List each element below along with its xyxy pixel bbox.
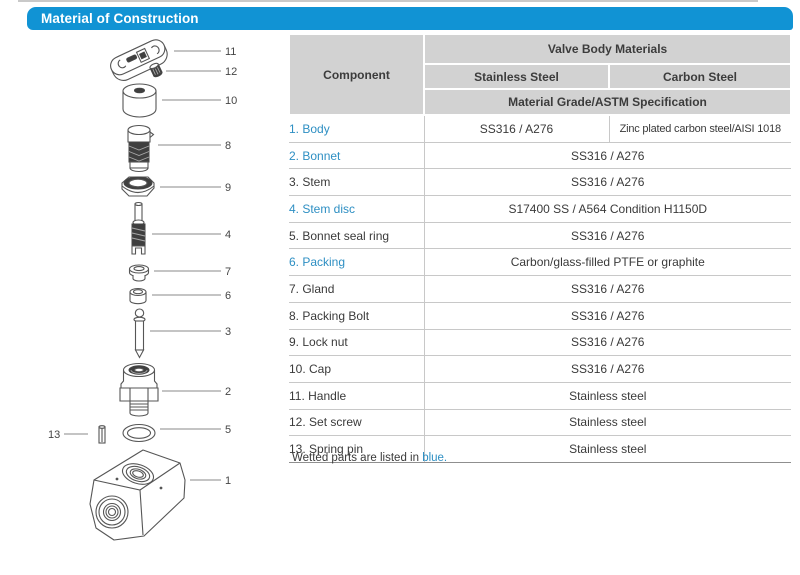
value-cell: SS316 / A276 <box>424 356 791 383</box>
value-cell: Stainless steel <box>424 436 791 463</box>
table-row <box>289 196 791 223</box>
component-cell: 8. Packing Bolt <box>289 302 424 329</box>
table-row <box>289 409 791 436</box>
section-title-bar <box>27 7 793 30</box>
callout-8: 8 <box>225 140 232 152</box>
header-carbon-steel: Carbon Steel <box>609 64 791 89</box>
footnote <box>292 452 447 464</box>
part-13-spring-pin <box>99 426 105 443</box>
table-row <box>289 329 791 356</box>
value-cell: SS316 / A276 <box>424 142 791 169</box>
table-row <box>289 222 791 249</box>
component-cell: 3. Stem <box>289 169 424 196</box>
callout-9: 9 <box>225 182 232 194</box>
materials-table-header <box>289 34 791 115</box>
value-cell: S17400 SS / A564 Condition H1150D <box>424 196 791 223</box>
part-8-packing-bolt <box>128 126 154 172</box>
value-cell: SS316 / A276 <box>424 115 609 142</box>
part-6-packing <box>130 289 146 304</box>
callout-2: 2 <box>225 386 232 398</box>
component-cell: 9. Lock nut <box>289 329 424 356</box>
header-material-grade-spec: Material Grade/ASTM Specification <box>424 89 791 115</box>
table-row <box>289 302 791 329</box>
callout-6: 6 <box>225 290 232 302</box>
footnote-highlight: blue. <box>422 452 448 464</box>
component-cell: 5. Bonnet seal ring <box>289 222 424 249</box>
value-cell: SS316 / A276 <box>424 329 791 356</box>
value-cell: Stainless steel <box>424 382 791 409</box>
table-row <box>289 115 791 142</box>
table-row <box>289 142 791 169</box>
header-stainless-steel: Stainless Steel <box>424 64 609 89</box>
component-cell: 1. Body <box>289 115 424 142</box>
value-cell: SS316 / A276 <box>424 302 791 329</box>
callout-5: 5 <box>225 424 232 436</box>
component-cell: 12. Set screw <box>289 409 424 436</box>
component-cell: 11. Handle <box>289 382 424 409</box>
part-4-stem-disc <box>132 203 145 255</box>
part-10-cap <box>123 84 156 117</box>
component-cell: 6. Packing <box>289 249 424 276</box>
materials-table <box>288 33 792 463</box>
part-9-lock-nut <box>122 177 154 196</box>
callout-12: 12 <box>225 66 238 78</box>
callout-11: 11 <box>225 46 237 58</box>
value-cell: SS316 / A276 <box>424 222 791 249</box>
part-5-bonnet-seal-ring <box>123 425 155 442</box>
header-component: Component <box>289 34 424 115</box>
table-row <box>289 276 791 303</box>
part-11-handle <box>108 37 171 84</box>
value-cell: SS316 / A276 <box>424 276 791 303</box>
part-2-bonnet <box>120 364 158 417</box>
page-top-edge <box>18 0 758 2</box>
header-valve-body-materials: Valve Body Materials <box>424 34 791 64</box>
valve-diagram-svg <box>28 32 288 570</box>
callout-1: 1 <box>225 475 232 487</box>
footnote-text: Wetted parts are listed in <box>292 452 423 464</box>
component-cell: 10. Cap <box>289 356 424 383</box>
page-title: Material of Construction <box>41 11 199 26</box>
callout-4: 4 <box>225 229 232 241</box>
table-row <box>289 356 791 383</box>
component-cell: 7. Gland <box>289 276 424 303</box>
value-cell: Carbon/glass-filled PTFE or graphite <box>424 249 791 276</box>
callout-13: 13 <box>48 429 61 441</box>
callout-3: 3 <box>225 326 232 338</box>
part-3-stem <box>134 309 145 358</box>
value-cell: Zinc plated carbon steel/AISI 1018 <box>609 115 791 142</box>
value-cell: Stainless steel <box>424 409 791 436</box>
component-cell: 2. Bonnet <box>289 142 424 169</box>
component-cell: 13. Spring pin <box>289 436 424 463</box>
valve-exploded-diagram <box>28 32 288 570</box>
table-row <box>289 249 791 276</box>
part-1-body <box>90 450 185 540</box>
table-row <box>289 169 791 196</box>
component-cell: 4. Stem disc <box>289 196 424 223</box>
table-row <box>289 382 791 409</box>
part-7-gland <box>130 265 149 281</box>
callout-7: 7 <box>225 266 232 278</box>
value-cell: SS316 / A276 <box>424 169 791 196</box>
callout-10: 10 <box>225 95 238 107</box>
